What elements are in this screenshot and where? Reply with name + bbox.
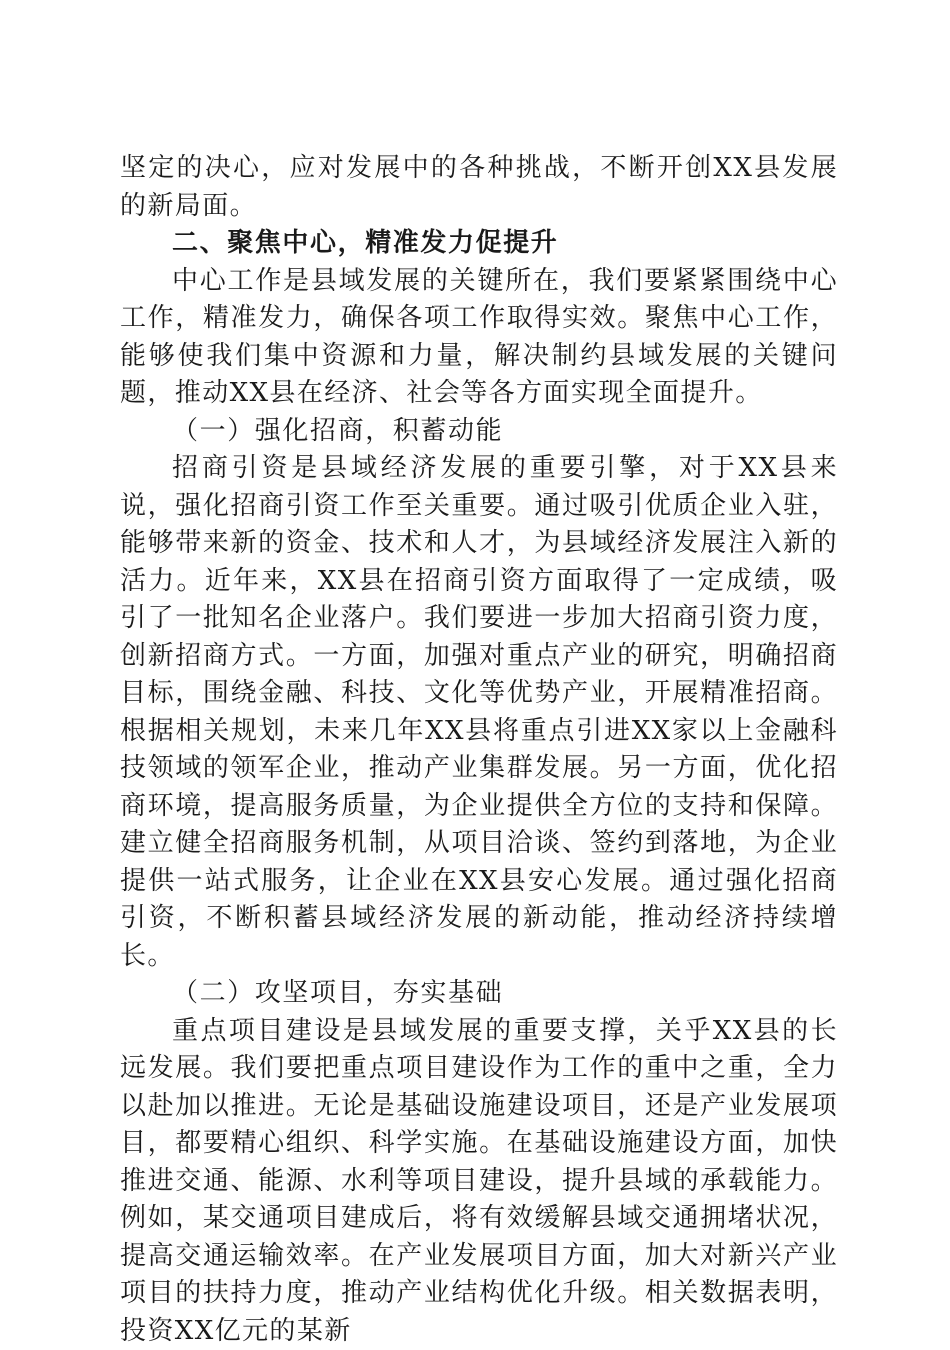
document-body	[120, 150, 838, 1350]
subsection-heading: （二）攻坚项目，夯实基础	[120, 975, 838, 1013]
paragraph-continued: 坚定的决心，应对发展中的各种挑战，不断开创XX县发展的新局面。	[120, 150, 838, 225]
paragraph: 中心工作是县域发展的关键所在，我们要紧紧围绕中心工作，精准发力，确保各项工作取得实效。聚焦中心工作，能够使我们集中资源和力量，解决制约县域发展的关键问题，推动XX县在经济、社会等各方面实现全面提升。	[120, 263, 838, 413]
section-heading: 二、聚焦中心，精准发力促提升	[120, 225, 838, 263]
paragraph: 招商引资是县域经济发展的重要引擎，对于XX县来说，强化招商引资工作至关重要。通过吸引优质企业入驻，能够带来新的资金、技术和人才，为县域经济发展注入新的活力。近年来，XX县在招商引资方面取得了一定成绩，吸引了一批知名企业落户。我们要进一步加大招商引资力度，创新招商方式。一方面，加强对重点产业的研究，明确招商目标，围绕金融、科技、文化等优势产业，开展精准招商。根据相关规划，未来几年XX县将重点引进XX家以上金融科技领域的领军企业，推动产业集群发展。另一方面，优化招商环境，提高服务质量，为企业提供全方位的支持和保障。建立健全招商服务机制，从项目洽谈、签约到落地，为企业提供一站式服务，让企业在XX县安心发展。通过强化招商引资，不断积蓄县域经济发展的新动能，推动经济持续增长。	[120, 450, 838, 975]
subsection-heading: （一）强化招商，积蓄动能	[120, 413, 838, 451]
paragraph: 重点项目建设是县域发展的重要支撑，关乎XX县的长远发展。我们要把重点项目建设作为工作的重中之重，全力以赴加以推进。无论是基础设施建设项目，还是产业发展项目，都要精心组织、科学实施。在基础设施建设方面，加快推进交通、能源、水利等项目建设，提升县域的承载能力。例如，某交通项目建成后，将有效缓解县域交通拥堵状况，提高交通运输效率。在产业发展项目方面，加大对新兴产业项目的扶持力度，推动产业结构优化升级。相关数据表明，投资XX亿元的某新	[120, 1013, 838, 1350]
